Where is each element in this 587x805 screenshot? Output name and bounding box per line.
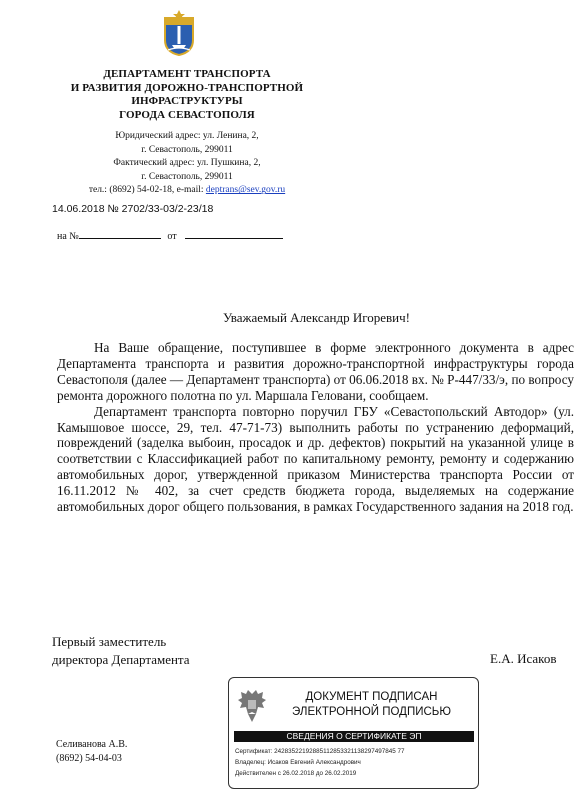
sevastopol-coat-of-arms-icon <box>162 8 196 56</box>
reply-number-line <box>79 228 161 239</box>
greeting: Уважаемый Александр Игоревич! <box>223 310 410 325</box>
contacts-line: тел.: (8692) 54-02-18, e-mail: deptrans@sev.gov.ru <box>88 185 286 196</box>
registration-number: 14.06.2018 № 2702/33-03/2-23/18 <box>52 203 214 215</box>
electronic-signature-stamp <box>228 677 479 789</box>
certificate-number: Сертификат: 24283522192885112853321138297497845 77 <box>235 748 405 755</box>
executor-info <box>56 738 127 766</box>
certificate-details <box>235 746 405 779</box>
email-link[interactable]: deptrans@sev.gov.ru <box>205 185 286 196</box>
executor-phone: (8692) 54-04-03 <box>56 753 122 764</box>
stamp-title: ДОКУМЕНТ ПОДПИСАН ЭЛЕКТРОННОЙ ПОДПИСЬЮ <box>292 691 451 718</box>
department-address: Юридический адрес: ул. Ленина, 2, г. Севастополь, 299011 Фактический адрес: ул. Пушкина, 2, г. Севастополь, 299011 тел.: (8692) 54-02-18, e-mail: deptrans@sev.gov.ru <box>28 130 346 198</box>
signatory-name: Е.А. Исаков <box>490 651 557 666</box>
certificate-owner: Владелец: Исаков Евгений Александрович <box>235 759 361 766</box>
department-name: ДЕПАРТАМЕНТ ТРАНСПОРТА И РАЗВИТИЯ ДОРОЖНО-ТРАНСПОРТНОЙ ИНФРАСТРУКТУРЫ ГОРОДА СЕВАСТОПОЛЯ <box>70 68 304 121</box>
reply-date-line <box>185 228 283 239</box>
signatory-position: Первый заместитель директора Департамента <box>52 634 190 667</box>
paragraph: На Ваше обращение, поступившее в форме электронного документа в адрес Департамента транспорта и развития дорожно-транспортной инфраструктуры города Севастополя (далее — Департамент транспорта) от 06.06.2018 вх. № Р-447/33/э, по вопросу ремонта дорожного полотна по ул. Маршала Геловани, сообщаем. <box>57 340 574 403</box>
paragraph: Департамент транспорта повторно поручил ГБУ «Севастопольский Автодор» (ул. Камышовое шоссе, 29, тел. 47-71-73) выполнить работы по устранению деформаций, повреждений (заделка выбоин, просадок и др. дефектов) покрытий на указанной улице в соответствии с Классификацией работ по капитальному ремонту, ремонту и содержанию автомобильных дорог, утвержденной приказом Министерства транспорта России от 16.11.2012 № 402, за счет средств бюджета города, выделяемых на содержание автомобильных дорог общего пользования, в рамках Государственного задания на 2018 год. <box>57 403 574 515</box>
double-headed-eagle-icon <box>237 688 267 724</box>
letter-body <box>57 340 574 515</box>
executor-name: Селиванова А.В. <box>56 739 128 750</box>
certificate-validity: Действителен с 26.02.2018 до 26.02.2019 <box>235 770 357 777</box>
certificate-header: СВЕДЕНИЯ О СЕРТИФИКАТЕ ЭП <box>234 731 474 742</box>
reply-reference: на № от <box>57 228 283 242</box>
